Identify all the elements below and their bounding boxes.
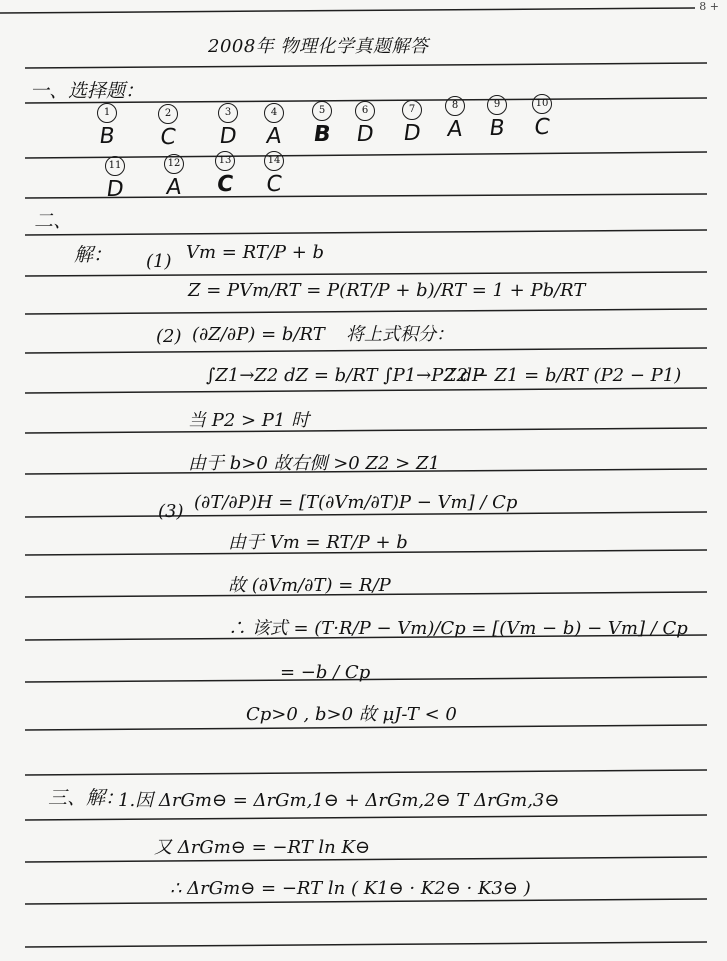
solution-label: 解： xyxy=(74,244,113,266)
question-number: 8 xyxy=(445,96,465,116)
conclusion-line: Cp>0 , b>0 故 μJ-T < 0 xyxy=(246,704,457,725)
integral-equation: ∫Z1→Z2 dZ = b/RT ∫P1→P2 dP xyxy=(206,365,485,386)
section-three-line-3: ∴ ΔrGm⊖ = −RT ln ( K1⊖ · K2⊖ · K3⊖ ) xyxy=(170,878,531,899)
section-three-line-2: 又 ΔrGm⊖ = −RT ln K⊖ xyxy=(154,837,371,858)
question-number: 3 xyxy=(218,103,238,123)
answer-item-4 xyxy=(257,100,291,149)
answer-item-14 xyxy=(257,148,291,197)
answer-letter: C xyxy=(264,172,284,197)
vm-equation: Vm = RT/P + b xyxy=(186,242,325,263)
integrate-note: 将上式积分： xyxy=(346,324,454,345)
answer-letter: C xyxy=(532,115,552,140)
question-number: 4 xyxy=(264,103,284,123)
page-corner-mark: 8 + xyxy=(699,0,719,13)
answer-letter: B xyxy=(311,122,333,147)
answer-item-3 xyxy=(211,100,245,149)
question-number: 14 xyxy=(264,151,284,171)
answer-item-10 xyxy=(525,91,559,140)
question-number: 13 xyxy=(215,151,235,171)
section-three-heading: 三、解： xyxy=(48,787,125,809)
question-number: 2 xyxy=(158,104,178,124)
question-number: 7 xyxy=(402,100,422,120)
question-number: 12 xyxy=(164,154,184,174)
question-number: 11 xyxy=(105,156,125,176)
answer-item-8 xyxy=(438,93,472,142)
result-equation: Z2 − Z1 = b/RT (P2 − P1) xyxy=(444,365,682,386)
answer-item-5 xyxy=(305,98,339,147)
part-3-label: (3) xyxy=(158,501,184,522)
final-line: = −b / Cp xyxy=(280,662,371,683)
therefore-line: 故 (∂Vm/∂T) = R/P xyxy=(228,575,391,596)
z-equation: Z = PVm/RT = P(RT/P + b)/RT = 1 + Pb/RT xyxy=(188,280,586,301)
section-one-heading: 一、选择题： xyxy=(30,80,145,102)
dt-equation: (∂T/∂P)H = [T(∂Vm/∂T)P − Vm] / Cp xyxy=(194,492,518,513)
section-three-line-1: 1.因 ΔrGm⊖ = ΔrGm,1⊖ + ΔrGm,2⊖ T ΔrGm,3⊖ xyxy=(118,790,560,811)
answer-item-2 xyxy=(151,101,185,150)
answer-letter: B xyxy=(487,116,507,141)
due-to-line: 由于 Vm = RT/P + b xyxy=(228,532,408,553)
answer-letter: A xyxy=(164,175,184,200)
answer-item-13 xyxy=(208,148,242,197)
when-note: 当 P2 > P1 时 xyxy=(188,410,310,431)
answer-letter: C xyxy=(215,172,235,197)
answer-letter: B xyxy=(97,124,117,149)
question-number: 6 xyxy=(355,101,375,121)
question-number: 10 xyxy=(532,94,552,114)
answer-letter: A xyxy=(445,117,465,142)
answer-letter: D xyxy=(217,124,239,149)
answer-letter: D xyxy=(104,177,126,202)
answer-letter: D xyxy=(354,122,376,147)
answer-item-6 xyxy=(348,98,382,147)
part-1-label: (1) xyxy=(146,251,172,272)
answer-item-1 xyxy=(90,100,124,149)
question-number: 5 xyxy=(312,101,332,121)
answer-item-7 xyxy=(395,97,429,146)
answer-letter: D xyxy=(401,121,423,146)
so-line: ∴ 该式 = (T·R/P − Vm)/Cp = [(Vm − b) − Vm] / Cp xyxy=(228,618,688,639)
dz-equation: (∂Z/∂P) = b/RT xyxy=(192,324,325,345)
question-number: 9 xyxy=(487,95,507,115)
answer-letter: C xyxy=(158,125,178,150)
part-2-label: (2) xyxy=(156,326,182,347)
since-note: 由于 b>0 故右侧 >0 Z2 > Z1 xyxy=(188,453,440,474)
answer-letter: A xyxy=(264,124,284,149)
section-two-heading: 二、 xyxy=(34,210,73,232)
answer-item-9 xyxy=(480,92,514,141)
answer-item-11 xyxy=(98,153,132,202)
question-number: 1 xyxy=(97,103,117,123)
page-title: 2008年 物理化学真题解答 xyxy=(208,36,429,57)
answer-item-12 xyxy=(157,151,191,200)
